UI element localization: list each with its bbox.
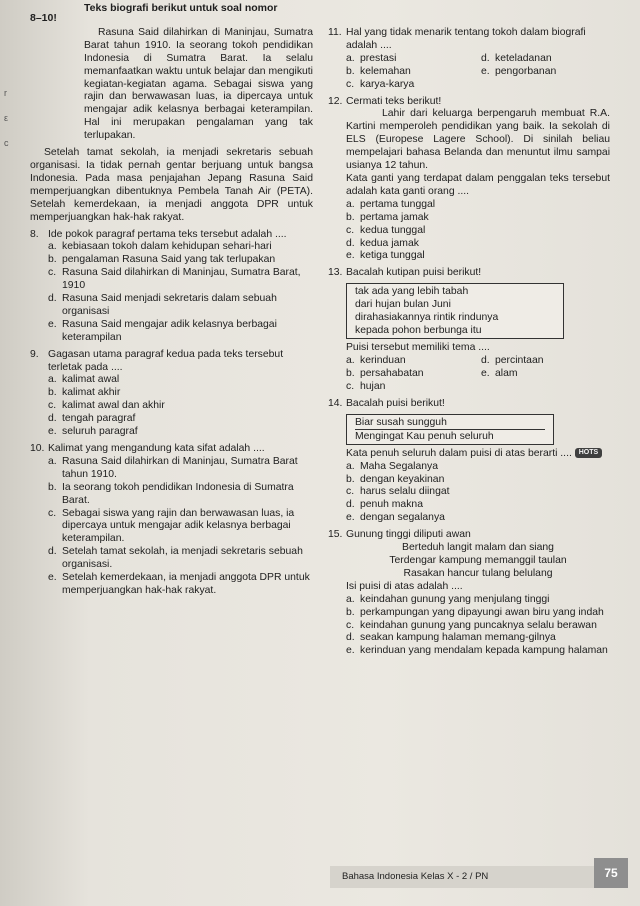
option-c[interactable] [346,381,475,394]
question-12-passage: Lahir dari keluarga berpengaruh membuat R.A. Kartini memperoleh pendidikan yang baik. Ia sekolah di ELS (Europese Lagere School). Di sinilah beliau mempelajari bahasa Belanda dan menuntut ilmu sampai usianya 12 tahun. [346,108,610,172]
option-text: pengorbanan [495,65,557,77]
option-text: alam [495,368,518,380]
option-d[interactable] [346,632,610,645]
option-label: d. [346,499,355,511]
option-text: kelemahan [360,65,411,77]
option-text: Ia seorang tokoh pendidikan Indonesia di Sumatra Barat. [62,481,294,506]
question-12-prompt: Kata ganti yang terdapat dalam penggalan teks tersebut adalah kata ganti orang .... [346,172,610,197]
option-text: ketiga tunggal [360,250,425,262]
option-text: tengah paragraf [62,413,136,425]
option-d[interactable] [48,546,313,572]
option-c[interactable] [346,225,610,238]
option-e[interactable] [48,572,313,598]
option-text: percintaan [495,355,544,367]
option-text: dengan segalanya [360,512,445,524]
option-text: keteladanan [495,52,552,64]
option-label: a. [346,355,355,367]
option-text: kedua jamak [360,237,419,249]
option-e[interactable] [346,645,610,658]
question-number: 14. [328,397,343,409]
option-text: kebiasaan tokoh dalam kehidupan sehari-hari [62,241,272,253]
option-text: Setelah tamat sekolah, ia menjadi sekretaris sebuah organisasi. [62,546,303,571]
option-b[interactable] [48,387,313,400]
option-c[interactable] [48,267,313,293]
option-label: b. [346,473,355,485]
question-number: 11. [328,27,342,38]
option-label: c. [346,380,355,392]
option-e[interactable] [481,368,610,381]
option-c[interactable] [48,508,313,547]
option-b[interactable] [346,368,475,381]
option-label: a. [48,374,57,386]
option-label: d. [481,355,490,367]
option-a[interactable] [48,374,313,387]
option-text: hujan [360,380,386,392]
option-a[interactable] [346,461,610,474]
option-label: b. [48,387,57,399]
question-text: Ide pokok paragraf pertama teks tersebut adalah .... [48,228,287,240]
question-text: Cermati teks berikut! [346,95,442,107]
option-text: kalimat akhir [62,387,121,399]
question-10-options [30,456,313,598]
section-header: Teks biografi berikut untuk soal nomor [84,2,278,14]
margin-mark: r [4,88,7,98]
question-8 [30,229,313,242]
option-text: penuh makna [360,499,423,511]
option-label: c. [48,267,57,279]
option-label: e. [346,645,355,657]
passage-paragraph-1: Rasuna Said dilahirkan di Maninjau, Sumatra Barat tahun 1910. Ia seorang tokoh pendidikan Indonesia di Sumatra Barat. Ia selalu memanfaatkan waktu untuk belajar dan mengikuti kegiatan-kegiatan agama. Sebagai siswa yang rajin dan berwawasan luas, ia dipercaya untuk mengajar adik kelasnya berbagai keterampilan. Hal ini merupakan pengalaman yang tak terlupakan. [84,26,313,142]
option-a[interactable] [346,594,610,607]
question-13 [328,267,610,280]
option-label: d. [346,632,355,644]
footer-text: Bahasa Indonesia Kelas X - 2 / PN [330,866,612,888]
option-text: Rasuna Said dilahirkan di Maninjau, Sumatra Barat, 1910 [62,267,301,292]
question-number: 12. [328,95,343,107]
option-label: d. [48,293,57,305]
option-c[interactable] [346,79,475,92]
option-text: pertama jamak [360,211,429,223]
option-label: a. [346,460,355,472]
question-14-options [328,461,610,526]
option-d[interactable] [481,355,610,368]
question-number: 9. [30,348,39,360]
poem-box [346,283,564,339]
question-number: 10. [30,443,45,454]
option-text: persahabatan [360,368,424,380]
option-label: e. [48,318,57,330]
option-e[interactable] [481,66,610,79]
question-13-options [346,355,610,394]
option-label: b. [346,368,355,380]
question-10 [30,443,313,456]
option-e[interactable] [48,319,313,345]
option-label: e. [48,572,57,584]
option-label: a. [48,241,57,253]
option-label: c. [48,507,57,519]
option-text: seakan kampung halaman memang-gilnya [360,632,556,644]
option-a[interactable] [346,199,610,212]
option-label: b. [346,211,355,223]
option-text: keindahan gunung yang menjulang tinggi [360,593,550,605]
option-label: a. [346,593,355,605]
margin-marks [4,88,18,163]
option-text: kalimat awal dan akhir [62,400,165,412]
option-label: d. [481,52,490,64]
option-label: c. [346,619,355,631]
option-text: pengalaman Rasuna Said yang tak terlupakan [62,254,276,266]
page-number: 75 [594,858,628,888]
question-9 [30,349,313,375]
option-label: b. [48,481,57,493]
option-label: b. [346,606,355,618]
option-c[interactable] [346,620,610,633]
option-text: perkampungan yang dipayungi awan biru yang indah [360,606,604,618]
question-8-options [30,241,313,344]
question-text: Bacalah puisi berikut! [346,397,445,409]
option-text: seluruh paragraf [62,426,138,438]
option-label: b. [346,65,355,77]
option-e[interactable] [48,426,313,439]
prompt-text: Kata penuh seluruh dalam puisi di atas berarti .... [346,447,572,459]
option-c[interactable] [48,400,313,413]
option-d[interactable] [48,413,313,426]
option-d[interactable] [346,499,610,512]
question-14 [328,398,610,411]
option-text: keindahan gunung yang puncaknya selalu berawan [360,619,597,631]
option-label: d. [48,546,57,558]
option-d[interactable] [346,238,610,251]
option-d[interactable] [481,53,610,66]
option-text: Sebagai siswa yang rajin dan berwawasan luas, ia dipercaya untuk mengajar adik kelasnya berbagai keterampilan. [62,507,295,545]
option-label: e. [346,512,355,524]
option-b[interactable] [346,474,610,487]
option-label: a. [48,455,57,467]
option-text: harus selalu diingat [360,486,450,498]
question-number: 15. [328,529,343,541]
question-14-prompt [346,448,610,461]
margin-mark: c [4,138,9,148]
question-15-options [328,594,610,659]
question-text: Gagasan utama paragraf kedua pada teks tersebut terletak pada .... [48,348,284,373]
option-label: e. [346,250,355,262]
hots-badge: HOTS [575,448,602,458]
option-label: c. [346,78,355,90]
option-text: kedua tunggal [360,224,426,236]
option-b[interactable] [48,482,313,508]
poem-line: Terdengar kampung memanggil taulan [389,555,567,566]
poem-line: kepada pohon berbunga itu [355,325,482,337]
poem-line: Gunung tinggi diliputi awan [346,529,471,541]
poem-line: Berteduh langit malam dan siang [402,542,554,554]
option-d[interactable] [48,293,313,319]
question-15-prompt: Isi puisi di atas adalah .... [346,580,463,592]
option-text: pertama tunggal [360,198,436,210]
option-label: e. [481,368,490,380]
question-9-options [30,374,313,439]
question-12 [328,96,610,109]
option-text: Rasuna Said menjadi sekretaris dalam sebuah organisasi [62,293,277,317]
option-label: c. [346,224,355,236]
option-text: kerinduan [360,355,406,367]
option-text: Rasuna Said mengajar adik kelasnya berbagai keterampilan [62,318,277,343]
margin-mark: ε [4,113,9,123]
option-text: prestasi [360,52,397,64]
option-b[interactable] [48,254,313,267]
option-text: dengan keyakinan [360,473,445,485]
option-b[interactable] [346,66,475,79]
left-column [30,2,313,598]
option-label: d. [346,237,355,249]
poem-line: Biar susah sungguh [355,416,447,428]
poem-line: dirahasiakannya rintik rindunya [355,312,499,324]
section-range: 8–10! [30,12,57,24]
poem-line: dari hujan bulan Juni [355,299,451,311]
option-c[interactable] [346,486,610,499]
question-15-poem [346,542,610,581]
option-label: c. [48,400,57,412]
option-a[interactable] [346,53,475,66]
option-text: Maha Segalanya [360,460,438,472]
option-label: a. [346,52,355,64]
option-b[interactable] [346,212,610,225]
option-label: c. [346,486,355,498]
option-e[interactable] [346,512,610,525]
option-text: Rasuna Said dilahirkan di Maninjau, Sumatra Barat tahun 1910. [62,455,298,480]
poem-line: Rasakan hancur tulang belulang [403,567,553,579]
poem-line: Mengingat Kau penuh seluruh [355,429,545,443]
option-label: d. [48,413,57,425]
right-column [328,27,610,658]
poem-box [346,414,554,445]
question-11-options [346,53,610,92]
option-label: a. [346,198,355,210]
option-a[interactable] [48,241,313,254]
option-label: e. [48,426,57,438]
option-b[interactable] [346,607,610,620]
biography-passage [30,26,313,225]
question-11 [328,27,610,53]
option-text: kerinduan yang mendalam kepada kampung halaman [360,645,608,657]
option-label: e. [481,65,490,77]
option-label: b. [48,254,57,266]
question-text: Kalimat yang mengandung kata sifat adalah .... [48,443,265,454]
question-text: Hal yang tidak menarik tentang tokoh dalam biografi adalah .... [346,27,586,51]
option-a[interactable] [48,456,313,482]
option-text: karya-karya [360,78,415,90]
question-number: 13. [328,267,343,279]
question-number: 8. [30,228,39,240]
question-13-prompt: Puisi tersebut memiliki tema .... [346,342,490,354]
passage-paragraph-2: Setelah tamat sekolah, ia menjadi sekretaris sebuah organisasi. Ia tidak pernah gentar berjuang untuk bangsa Indonesia. Pada masa penjajahan Jepang Rasuna Said memperjuangkan dibentuknya Pembela Tanah Air (PETA). Setelah kemerdekaan, ia menjadi anggota DPR untuk memperjuangkan hak-hak rakyat. [30,147,313,223]
poem-line: tak ada yang lebih tabah [355,286,469,298]
option-e[interactable] [346,250,610,263]
option-text: kalimat awal [62,374,120,386]
question-text: Bacalah kutipan puisi berikut! [346,267,482,279]
option-text: Setelah kemerdekaan, ia menjadi anggota DPR untuk memperjuangkan hak-hak rakyat. [62,572,310,596]
question-15 [328,529,610,542]
option-a[interactable] [346,355,475,368]
question-12-options [328,199,610,264]
